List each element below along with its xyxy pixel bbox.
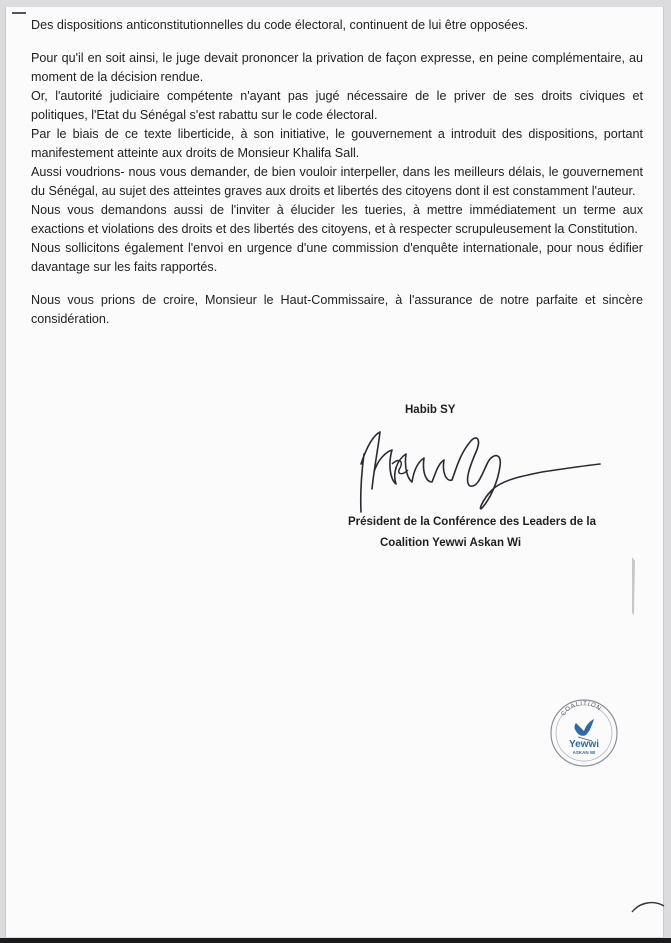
signer-title-line-2: Coalition Yewwi Askan Wi xyxy=(380,537,522,549)
paragraph-request-interpellation: Aussi voudrions- nous vous demander, de bien vouloir interpeller, dans les meilleurs délais, le gouvernement du Sénégal, au sujet des atteintes graves aux droits et libertés des citoyens dont il est constamment l'auteur. xyxy=(31,165,643,198)
paragraph-judge-privation: Pour qu'il en soit ainsi, le juge devait prononcer la privation de façon expresse, en peine complémentaire, au moment de la décision rendue. xyxy=(31,51,643,84)
paragraph-request-elucidate: Nous vous demandons aussi de l'inviter à élucider les tueries, à mettre immédiatement un terme aux exactions et violations des droits et des libertés des citoyens, et à respecter scrupuleusement la Constitution. xyxy=(31,203,643,236)
paragraph-opposed-provisions: Des dispositions anticonstitutionnelles du code électoral, continuent de lui être opposées. xyxy=(31,18,529,32)
svg-text:Yewwi: Yewwi xyxy=(568,739,600,750)
svg-text:COALITION: COALITION xyxy=(560,700,603,718)
signature-block xyxy=(320,396,660,556)
signer-title-line-1: Président de la Conférence des Leaders de la xyxy=(348,516,596,528)
paragraph-closing: Nous vous prions de croire, Monsieur le Haut-Commissaire, à l'assurance de notre parfaite et sincère considération. xyxy=(31,293,643,326)
handwritten-signature-icon xyxy=(352,424,602,514)
coalition-stamp xyxy=(548,697,620,769)
letter-body xyxy=(31,16,643,329)
page-corner-mark xyxy=(12,12,26,14)
signer-name: Habib SY xyxy=(405,404,456,416)
page-curl-mark xyxy=(628,898,668,918)
scan-artifact-mark xyxy=(630,557,636,615)
paragraph-judicial-authority: Or, l'autorité judiciaire compétente n'ayant pas jugé nécessaire de le priver de ses droits civiques et politiques, l'Etat du Sénégal s'est rabattu sur le code électoral. xyxy=(31,89,643,122)
paragraph-inquiry-commission: Nous sollicitons également l'envoi en urgence d'une commission d'enquête internationale, pour nous édifier davantage sur les faits rapportés. xyxy=(31,241,643,274)
paragraph-liberticide-text: Par le biais de ce texte liberticide, à son initiative, le gouvernement a introduit des dispositions, portant manifestement atteinte aux droits de Monsieur Khalifa Sall. xyxy=(31,127,643,160)
svg-text:ASKAN WI: ASKAN WI xyxy=(572,750,596,755)
bird-icon xyxy=(575,719,595,736)
bottom-edge-bar xyxy=(0,938,671,943)
